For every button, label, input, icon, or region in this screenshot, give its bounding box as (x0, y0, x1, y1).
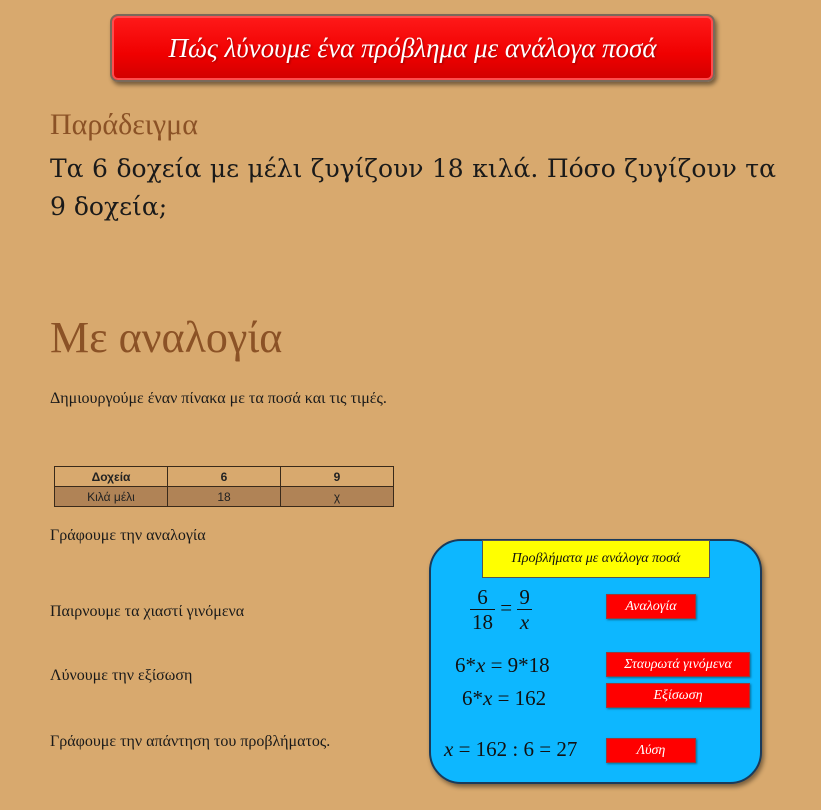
numerator: 6 (470, 585, 495, 610)
proportion-equation (470, 585, 532, 634)
cross-product-equation: 6*x = 9*18 (455, 653, 550, 677)
page-title: Πώς λύνουμε ένα πρόβλημα με ανάλογα ποσά (168, 32, 657, 63)
table-cell: Δοχεία (55, 467, 168, 487)
proportion-button[interactable]: Αναλογία (606, 594, 696, 619)
step-solve-equation: Λύνουμε την εξίσωση (50, 667, 193, 684)
denominator: 18 (472, 610, 493, 634)
step-proportion: Γράφουμε την αναλογία (50, 527, 206, 544)
table-cell: 18 (168, 487, 281, 507)
step-cross-products: Παιρνουμε τα χιαστί γινόμενα (50, 603, 245, 620)
table-cell: 6 (168, 467, 281, 487)
denominator: x (519, 610, 530, 634)
step-answer: Γράφουμε την απάντηση του προβλήματος. (50, 733, 331, 750)
problem-statement: Τα 6 δοχεία με μέλι ζυγίζουν 18 κιλά. Πόσο ζυγίζουν τα 9 δοχεία; (50, 154, 776, 221)
solution-button[interactable]: Λύση (606, 738, 696, 763)
solution-equation: x = 162 : 6 = 27 (444, 737, 578, 761)
title-banner (110, 14, 715, 82)
fraction-left (470, 585, 495, 634)
panel-title: Προβλήματα με ανάλογα ποσά (482, 540, 710, 578)
equals-sign: = (500, 595, 513, 620)
table-row (55, 487, 394, 507)
cross-products-button[interactable]: Σταυρωτά γινόμενα (606, 652, 750, 677)
table-cell: 9 (281, 467, 394, 487)
values-table (54, 466, 394, 507)
table-cell: χ (281, 487, 394, 507)
equation-button[interactable]: Εξίσωση (606, 683, 750, 708)
table-cell: Κιλά μέλι (55, 487, 168, 507)
section-title: Με αναλογία (50, 313, 283, 362)
fraction-right (517, 585, 532, 634)
intro-text: Δημιουργούμε έναν πίνακα με τα ποσά και τις τιμές. (50, 390, 387, 407)
table-header-row (55, 467, 394, 487)
numerator: 9 (519, 585, 530, 609)
example-label: Παράδειγμα (50, 108, 198, 141)
simplified-equation: 6*x = 162 (462, 686, 547, 710)
